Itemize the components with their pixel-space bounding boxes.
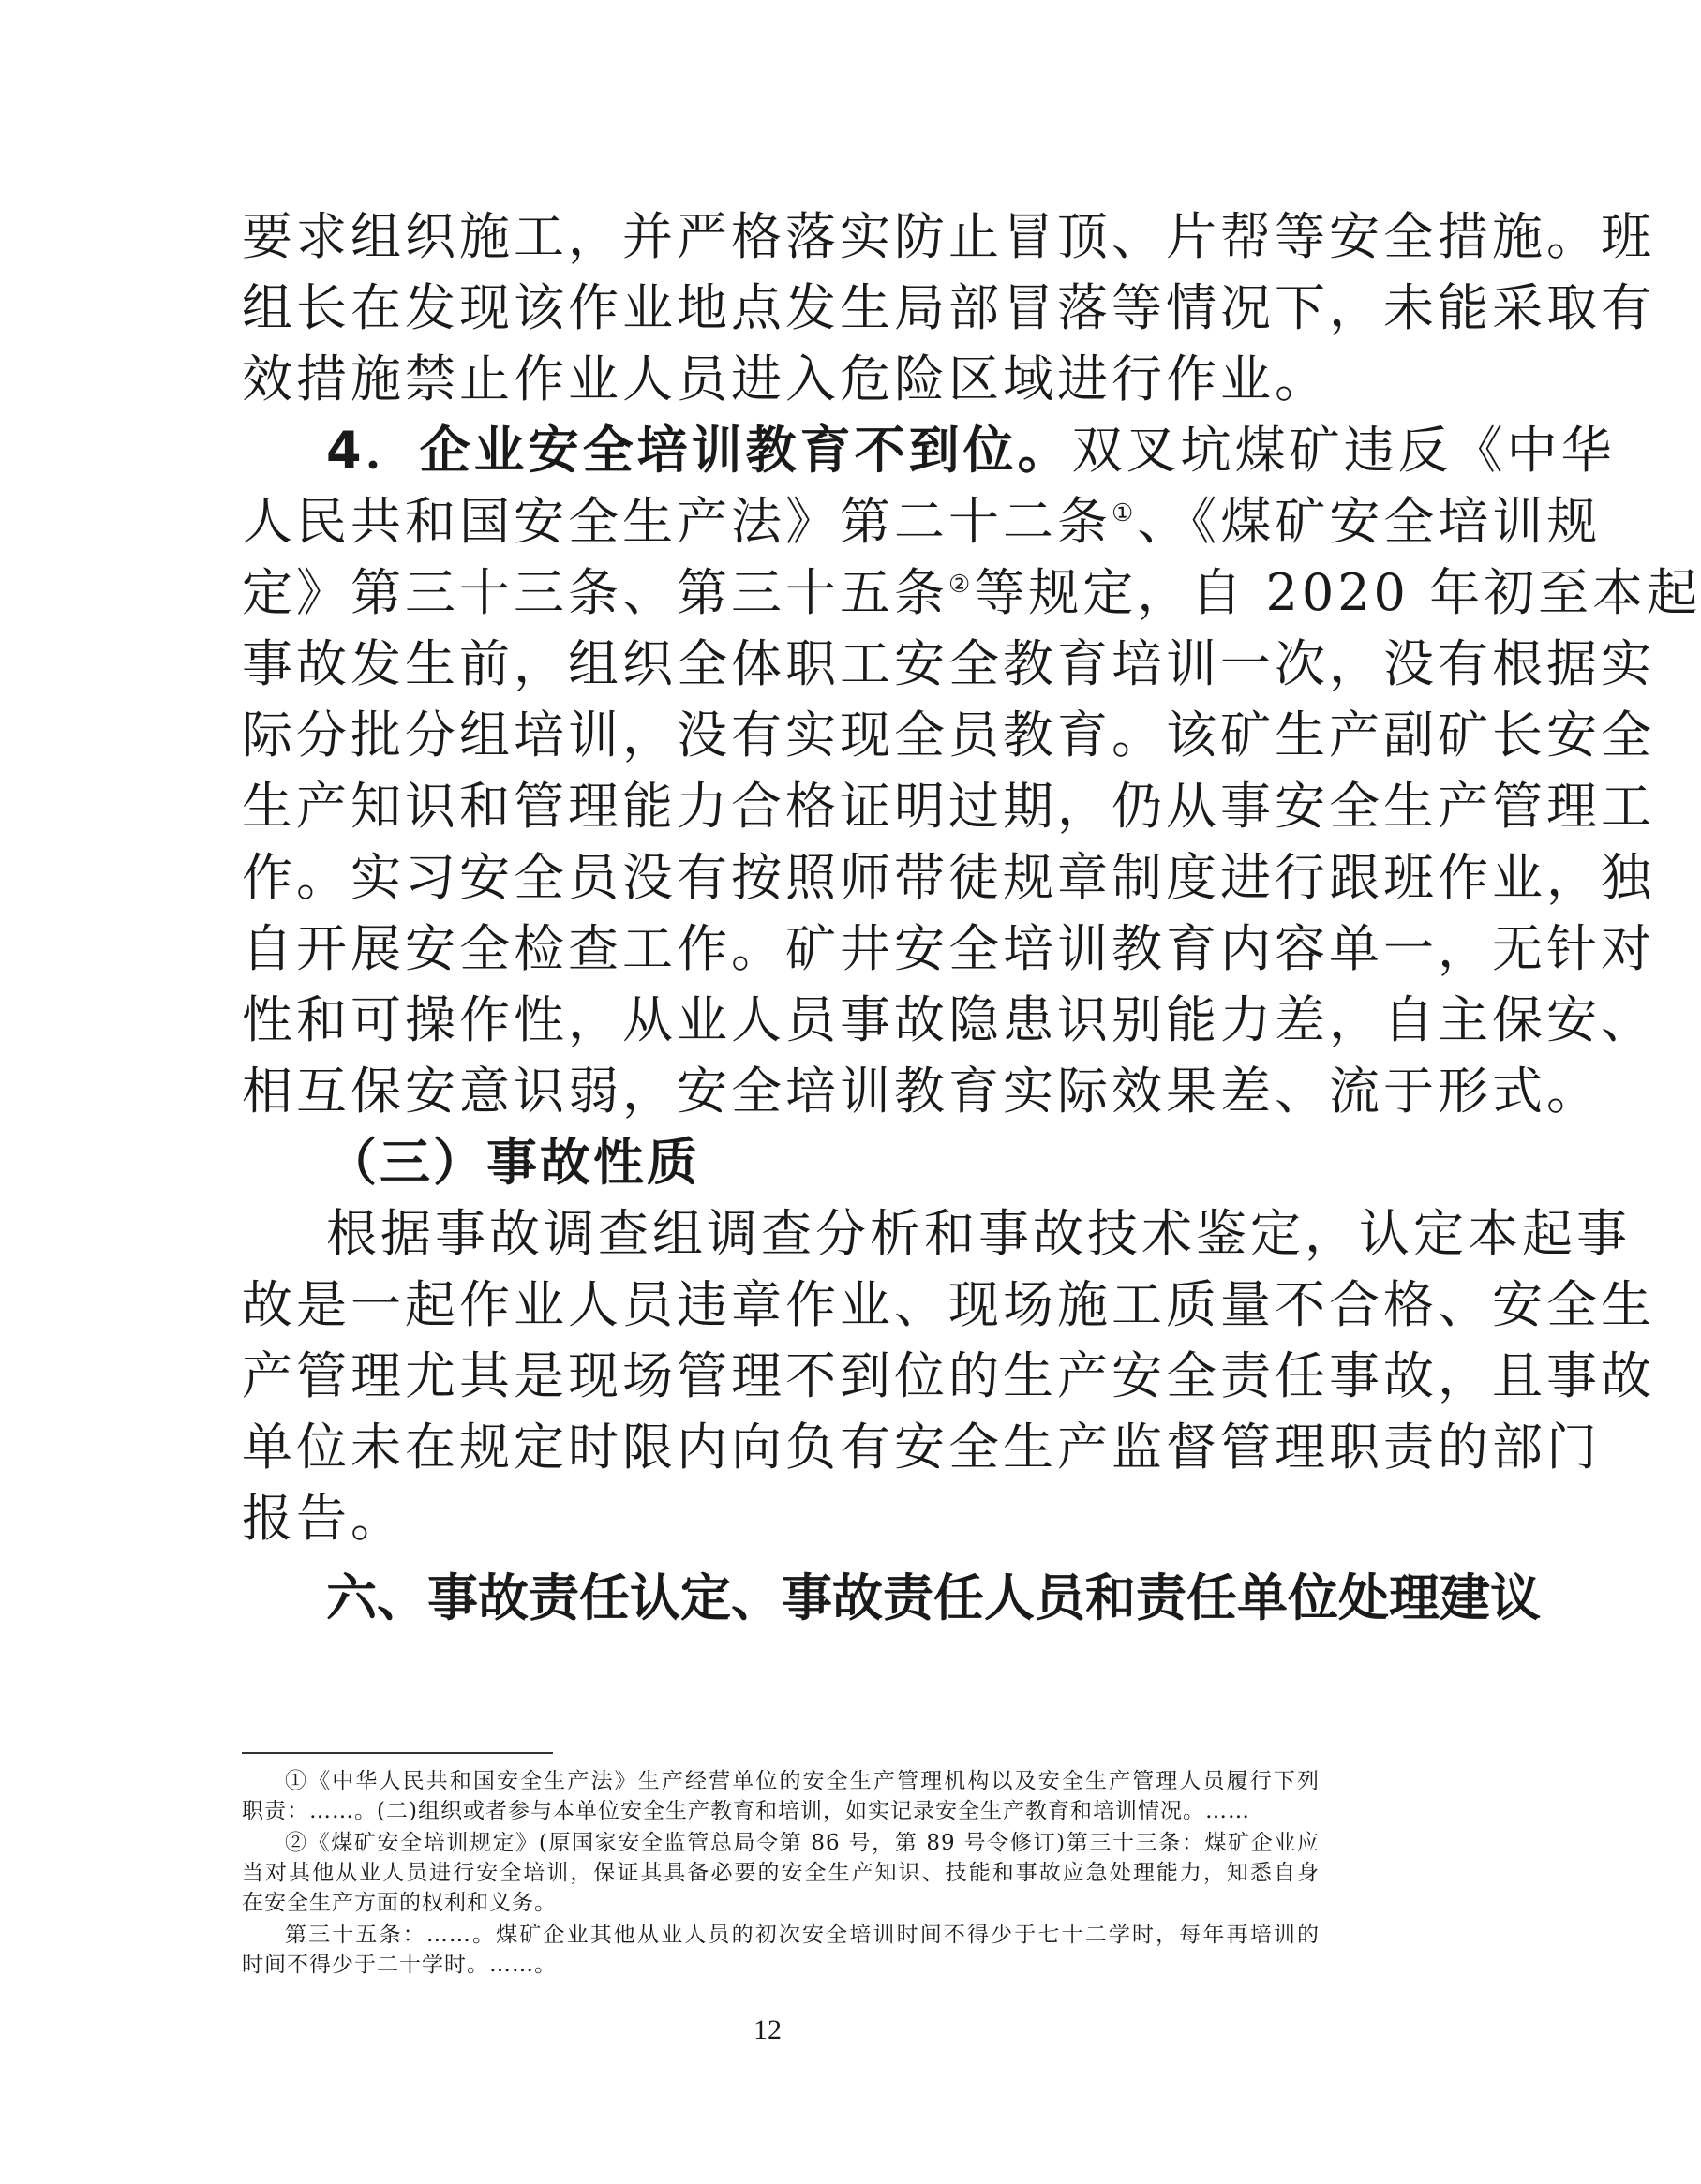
paragraph-line: 产管理尤其是现场管理不到位的生产安全责任事故，且事故 bbox=[242, 1346, 1655, 1405]
paragraph-line: 自开展安全检查工作。矿井安全培训教育内容单一，无针对 bbox=[242, 919, 1655, 978]
footnote-separator bbox=[242, 1752, 553, 1754]
item-4-first-line bbox=[326, 415, 1616, 486]
footnote-marker-2[interactable]: ② bbox=[948, 571, 975, 599]
footnote-line: ②《煤矿安全培训规定》(原国家安全监管总局令第 86 号，第 89 号令修订)第三十三条：煤矿企业应 bbox=[285, 1831, 1320, 1855]
footnote-line: 第三十五条：……。煤矿企业其他从业人员的初次安全培训时间不得少于七十二学时，每年再培训的 bbox=[285, 1923, 1320, 1947]
paragraph-line: 相互保安意识弱，安全培训教育实际效果差、流于形式。 bbox=[242, 1062, 1601, 1121]
item-4-line-3 bbox=[242, 557, 1701, 629]
subsection-heading: （三）事故性质 bbox=[326, 1133, 700, 1192]
paragraph-line: 根据事故调查组调查分析和事故技术鉴定，认定本起事 bbox=[326, 1204, 1631, 1263]
paragraph-line: 性和可操作性，从业人员事故隐患识别能力差，自主保安、 bbox=[242, 990, 1655, 1049]
section-heading: 六、事故责任认定、事故责任人员和责任单位处理建议 bbox=[326, 1568, 1541, 1627]
footnote-line: 时间不得少于二十学时。……。 bbox=[242, 1953, 557, 1977]
footnote-marker-1[interactable]: ① bbox=[1112, 499, 1138, 527]
footnote-line: 在安全生产方面的权利和义务。 bbox=[242, 1891, 557, 1915]
paragraph-line: 故是一起作业人员违章作业、现场施工质量不合格、安全生 bbox=[242, 1275, 1655, 1334]
paragraph-line: 事故发生前，组织全体职工安全教育培训一次，没有根据实 bbox=[242, 634, 1655, 693]
item-4-first-line-text: 双叉坑煤矿违反《中华 bbox=[1071, 421, 1616, 480]
item-4-line-2-a: 人民共和国安全生产法》第二十二条 bbox=[242, 492, 1112, 551]
paragraph-line: 效措施禁止作业人员进入危险区域进行作业。 bbox=[242, 349, 1329, 409]
paragraph-line: 生产知识和管理能力合格证明过期，仍从事安全生产管理工 bbox=[242, 777, 1655, 836]
item-4-heading: 4．企业安全培训教育不到位。 bbox=[326, 421, 1072, 480]
paragraph-line: 要求组织施工，并严格落实防止冒顶、片帮等安全措施。班 bbox=[242, 207, 1655, 266]
page-number: 12 bbox=[754, 2014, 782, 2045]
item-4-line-2-b: 、《煤矿安全培训规 bbox=[1137, 492, 1602, 551]
item-4-line-2 bbox=[242, 486, 1602, 557]
footnote-line: 当对其他从业人员进行安全培训，保证其具备必要的安全生产知识、技能和事故应急处理能力，知悉自身 bbox=[242, 1861, 1320, 1885]
item-4-line-3-b: 等规定，自 2020 年初至本起 bbox=[974, 563, 1701, 622]
paragraph-line: 际分批分组培训，没有实现全员教育。该矿生产副矿长安全 bbox=[242, 706, 1655, 765]
paragraph-line: 作。实习安全员没有按照师带徒规章制度进行跟班作业，独 bbox=[242, 848, 1655, 907]
footnote-line: ①《中华人民共和国安全生产法》生产经营单位的安全生产管理机构以及安全生产管理人员履行下列 bbox=[285, 1769, 1320, 1793]
paragraph-line: 报告。 bbox=[242, 1489, 405, 1548]
item-4-line-3-a: 定》第三十三条、第三十五条 bbox=[242, 563, 948, 622]
paragraph-line: 单位未在规定时限内向负有安全生产监督管理职责的部门 bbox=[242, 1418, 1601, 1477]
footnote-line: 职责：……。(二)组织或者参与本单位安全生产教育和培训，如实记录安全生产教育和培训情况。…… bbox=[242, 1799, 1250, 1823]
paragraph-line: 组长在发现该作业地点发生局部冒落等情况下，未能采取有 bbox=[242, 278, 1655, 337]
